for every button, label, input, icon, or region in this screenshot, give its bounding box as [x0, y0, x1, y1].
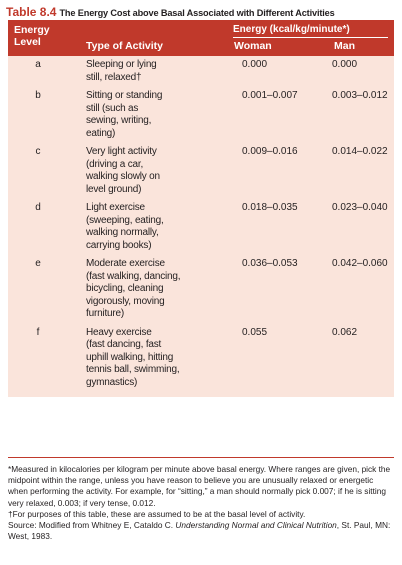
- activity-line: bicycling, cleaning: [86, 283, 164, 294]
- header-type-of-activity: Type of Activity: [86, 40, 164, 52]
- activity-line: eating): [86, 127, 116, 139]
- table-row: [8, 258, 394, 321]
- activity-line: Light exercise: [86, 202, 145, 213]
- cell-activity-type: [86, 59, 206, 84]
- cell-activity-type: [86, 258, 206, 321]
- source-title: Understanding Normal and Clinical Nutrition: [175, 520, 337, 531]
- cell-woman-energy: 0.036–0.053: [242, 258, 298, 269]
- footnote-source: [8, 520, 394, 542]
- table-caption: The Energy Cost above Basal Associated with Different Activities: [59, 8, 335, 18]
- cell-energy-level: c: [35, 146, 41, 157]
- table-number: Table 8.4: [6, 5, 57, 19]
- cell-man-energy: 0.062: [332, 326, 358, 338]
- table-title: [6, 3, 398, 21]
- footnote-measurement: *Measured in kilocalories per kilogram per minute above basal energy. Where ranges are given, pick the midpoint within the range, unless you have reason to believe you are unusually relaxed or energetic when performing the activity. For example, for “sitting,” a man should normally pick 0.007; if he is sitting very relaxed, 0.003; if very tense, 0.012.: [8, 464, 391, 508]
- activity-line: uphill walking, hitting: [86, 351, 174, 363]
- header-energy-level-line2: Level: [14, 36, 41, 48]
- table-row: [8, 327, 394, 390]
- activity-line: Very light activity: [86, 146, 157, 157]
- cell-activity-type: [86, 90, 206, 140]
- source-suffix: , St. Paul, MN: West, 1983.: [8, 520, 391, 542]
- table-body: [8, 56, 394, 397]
- cell-woman-energy: 0.001–0.007: [242, 90, 298, 101]
- table-row: [8, 59, 394, 84]
- header-energy-units: Energy (kcal/kg/minute*): [233, 24, 350, 35]
- activity-line: Heavy exercise: [86, 326, 152, 338]
- cell-woman-energy: 0.018–0.035: [242, 202, 298, 213]
- activity-line: sewing, writing,: [86, 115, 152, 126]
- header-woman: Woman: [234, 40, 272, 52]
- cell-man-energy: 0.023–0.040: [332, 202, 388, 213]
- activity-line: (fast dancing, fast: [86, 339, 162, 350]
- source-prefix: Source: Modified from Whitney E, Cataldo C.: [8, 520, 176, 531]
- table-row: [8, 90, 394, 140]
- cell-energy-level: b: [35, 90, 41, 101]
- cell-man-energy: 0.000: [332, 59, 358, 70]
- table-row: [8, 202, 394, 252]
- cell-woman-energy: 0.055: [242, 326, 268, 338]
- activity-line: still (such as: [86, 102, 139, 114]
- cell-energy-level: a: [35, 59, 41, 70]
- cell-activity-type: [86, 146, 206, 196]
- activity-line: tennis ball, swimming,: [86, 364, 180, 375]
- cell-activity-type: [86, 327, 206, 390]
- footnote-basal: †For purposes of this table, these are assumed to be at the basal level of activity.: [8, 508, 306, 519]
- activity-line: walking slowly on: [86, 171, 160, 182]
- header-divider: [233, 37, 388, 38]
- cell-energy-level: d: [35, 202, 41, 213]
- activity-line: walking normally,: [86, 227, 159, 238]
- activity-line: Sitting or standing: [86, 90, 163, 101]
- header-energy-level: [14, 24, 50, 48]
- energy-table: [8, 20, 394, 397]
- activity-line: carrying books): [86, 239, 152, 251]
- table-row: [8, 146, 394, 196]
- cell-man-energy: 0.042–0.060: [332, 258, 388, 269]
- header-man: Man: [334, 40, 355, 52]
- activity-line: (driving a car,: [86, 158, 144, 170]
- cell-woman-energy: 0.009–0.016: [242, 146, 298, 157]
- activity-line: furniture): [86, 308, 125, 319]
- cell-activity-type: [86, 202, 206, 252]
- activity-line: (sweeping, eating,: [86, 214, 164, 226]
- cell-man-energy: 0.003–0.012: [332, 90, 388, 101]
- table-header: [8, 20, 394, 56]
- activity-line: still, relaxed†: [86, 71, 142, 83]
- cell-woman-energy: 0.000: [242, 59, 268, 70]
- cell-energy-level: e: [35, 258, 41, 269]
- activity-line: gymnastics): [86, 376, 138, 388]
- cell-man-energy: 0.014–0.022: [332, 146, 388, 157]
- activity-line: Moderate exercise: [86, 258, 165, 269]
- header-energy-level-line1: Energy: [14, 24, 50, 36]
- activity-line: level ground): [86, 183, 142, 195]
- footnotes: [8, 457, 394, 542]
- activity-line: vigorously, moving: [86, 295, 165, 307]
- activity-line: Sleeping or lying: [86, 59, 157, 70]
- cell-energy-level: f: [36, 326, 40, 338]
- activity-line: (fast walking, dancing,: [86, 270, 181, 282]
